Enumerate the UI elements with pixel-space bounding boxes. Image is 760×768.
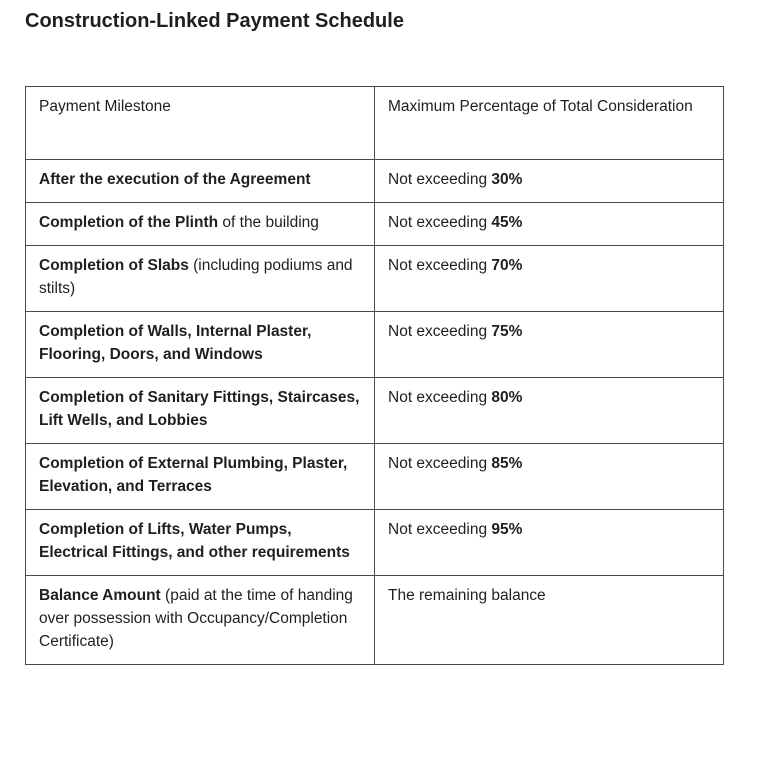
limit-prefix-text: Not exceeding bbox=[388, 257, 492, 274]
limit-value-text: 70% bbox=[491, 257, 523, 274]
limit-prefix-text: Not exceeding bbox=[388, 455, 492, 472]
limit-value-text: 75% bbox=[491, 323, 523, 340]
limit-value-text: 45% bbox=[491, 214, 523, 231]
page-title: Construction-Linked Payment Schedule bbox=[25, 10, 404, 32]
limit-cell bbox=[375, 378, 724, 444]
milestone-bold-text: Completion of the Plinth bbox=[39, 214, 219, 231]
milestone-cell bbox=[26, 510, 375, 576]
limit-cell bbox=[375, 203, 724, 246]
limit-cell bbox=[375, 160, 724, 203]
milestone-bold-text: After the execution of the Agreement bbox=[39, 171, 311, 188]
table-row bbox=[26, 246, 724, 312]
milestone-rest-text: of the building bbox=[218, 214, 319, 231]
limit-cell bbox=[375, 510, 724, 576]
milestone-cell bbox=[26, 576, 375, 665]
limit-prefix-text: The remaining balance bbox=[388, 587, 546, 604]
milestone-bold-text: Completion of External Plumbing, Plaster, Elevation, and Terraces bbox=[39, 455, 348, 495]
milestone-cell bbox=[26, 246, 375, 312]
limit-value-text: 30% bbox=[491, 171, 523, 188]
milestone-cell bbox=[26, 160, 375, 203]
milestone-bold-text: Completion of Sanitary Fittings, Staircases, Lift Wells, and Lobbies bbox=[39, 389, 360, 429]
limit-prefix-text: Not exceeding bbox=[388, 171, 492, 188]
limit-cell bbox=[375, 312, 724, 378]
limit-prefix-text: Not exceeding bbox=[388, 214, 492, 231]
milestone-cell bbox=[26, 312, 375, 378]
milestone-cell bbox=[26, 444, 375, 510]
table-row bbox=[26, 203, 724, 246]
limit-cell bbox=[375, 576, 724, 665]
limit-prefix-text: Not exceeding bbox=[388, 323, 492, 340]
milestone-rest-text: (paid at the time of handing over possession with Occupancy/Completion Certificate) bbox=[39, 587, 353, 650]
milestone-bold-text: Completion of Slabs bbox=[39, 257, 189, 274]
table-row bbox=[26, 160, 724, 203]
milestone-cell bbox=[26, 378, 375, 444]
limit-cell bbox=[375, 246, 724, 312]
payment-schedule-table bbox=[25, 86, 724, 665]
column-header-max-percentage: Maximum Percentage of Total Consideration bbox=[375, 87, 724, 160]
milestone-bold-text: Balance Amount bbox=[39, 587, 161, 604]
table-header-row bbox=[26, 87, 724, 160]
table-row bbox=[26, 576, 724, 665]
table-row bbox=[26, 510, 724, 576]
milestone-rest-text: (including podiums and stilts) bbox=[39, 257, 353, 297]
milestone-bold-text: Completion of Lifts, Water Pumps, Electrical Fittings, and other requirements bbox=[39, 521, 350, 561]
table-row bbox=[26, 444, 724, 510]
limit-cell bbox=[375, 444, 724, 510]
table-row bbox=[26, 312, 724, 378]
limit-value-text: 85% bbox=[491, 455, 523, 472]
limit-prefix-text: Not exceeding bbox=[388, 521, 492, 538]
milestone-bold-text: Completion of Walls, Internal Plaster, Flooring, Doors, and Windows bbox=[39, 323, 312, 363]
table-row bbox=[26, 378, 724, 444]
milestone-cell bbox=[26, 203, 375, 246]
limit-value-text: 95% bbox=[491, 521, 523, 538]
column-header-milestone: Payment Milestone bbox=[26, 87, 375, 160]
limit-prefix-text: Not exceeding bbox=[388, 389, 492, 406]
limit-value-text: 80% bbox=[491, 389, 523, 406]
